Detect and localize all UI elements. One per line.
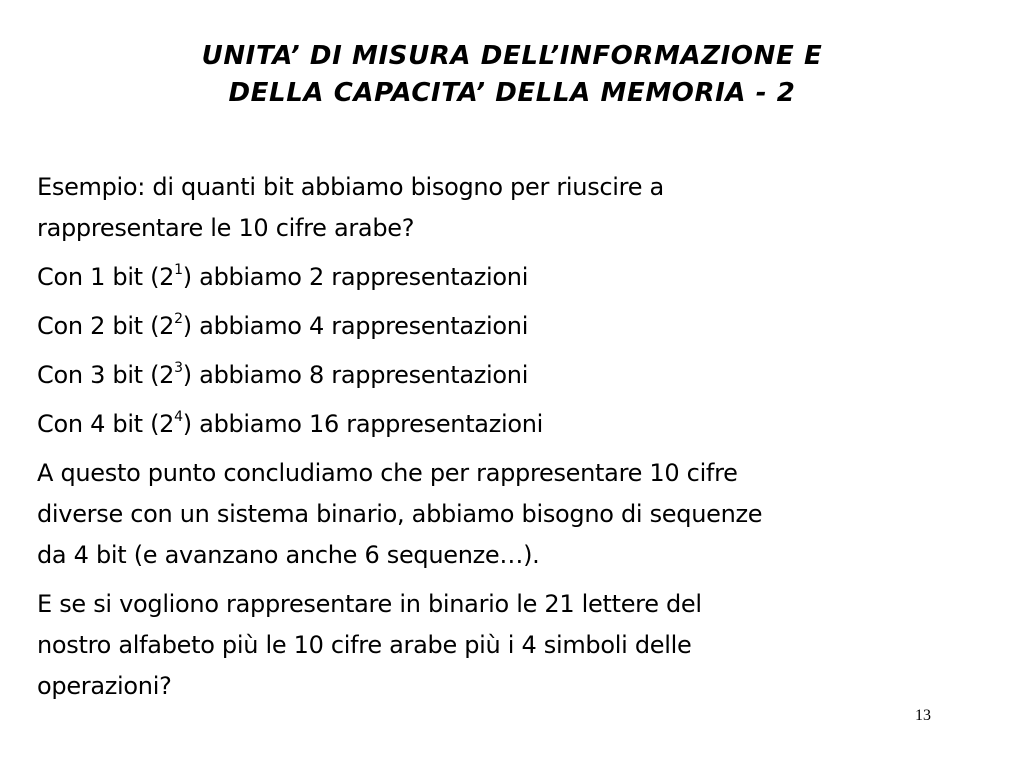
exponent: 4 <box>174 409 183 425</box>
slide-title-line: DELLA CAPACITA’ DELLA MEMORIA - 2 <box>228 78 796 108</box>
page-number: 13 <box>915 707 931 724</box>
text-line: nostro alfabeto più le 10 cifre arabe più i 4 simboli delle <box>37 631 692 659</box>
text-line: Con 1 bit $(2^1)$ abbiamo 2 rappresentazioni <box>37 262 529 291</box>
case-4-bit <box>37 404 977 445</box>
text-line: Con 3 bit $(2^3)$ abbiamo 8 rappresentazioni <box>37 360 529 389</box>
exponent: 3 <box>174 360 183 376</box>
slide-title-line: UNITA’ DI MISURA DELL’INFORMAZIONE E <box>201 41 823 71</box>
case-1-bit <box>37 257 977 298</box>
text-line: da 4 bit (e avanzano anche 6 sequenze…). <box>37 541 540 569</box>
exponent: 1 <box>174 262 183 278</box>
text-line: A questo punto concludiamo che per rappresentare 10 cifre <box>37 459 738 487</box>
text-line: Con 4 bit $(2^4)$ abbiamo 16 rappresentazioni <box>37 409 544 438</box>
text-line: E se si vogliono rappresentare in binario le 21 lettere del <box>37 590 702 618</box>
slide-body <box>37 167 977 715</box>
case-3-bit <box>37 355 977 396</box>
example-question <box>37 167 977 249</box>
text-line: diverse con un sistema binario, abbiamo bisogno di sequenze <box>37 500 763 528</box>
slide-title <box>60 38 964 112</box>
exponent: 2 <box>174 311 183 327</box>
text-line: Esempio: di quanti bit abbiamo bisogno per riuscire a <box>37 173 664 201</box>
conclusion-paragraph <box>37 453 977 576</box>
text-line: rappresentare le 10 cifre arabe? <box>37 214 415 242</box>
follow-up-question <box>37 584 977 707</box>
text-line: operazioni? <box>37 672 172 700</box>
case-2-bit <box>37 306 977 347</box>
text-line: Con 2 bit $(2^2)$ abbiamo 4 rappresentazioni <box>37 311 529 340</box>
